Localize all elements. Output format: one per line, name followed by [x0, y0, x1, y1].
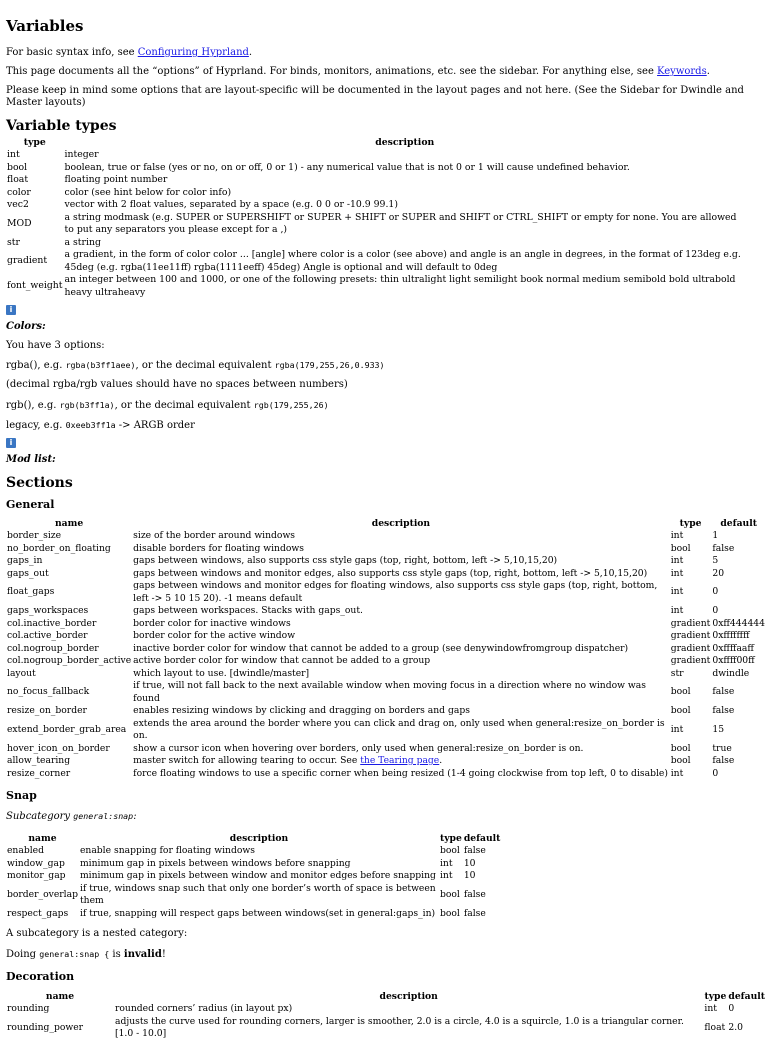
table-row [6, 174, 746, 187]
default-cell: false [463, 907, 486, 919]
name-cell: col.nogroup_border [7, 642, 99, 654]
tearing-page-link[interactable]: the Tearing page [360, 755, 440, 766]
table-row [6, 845, 501, 858]
decoration-heading: Decoration [6, 970, 75, 983]
table-row [6, 668, 766, 681]
default-cell: false [463, 845, 486, 856]
name-cell: border_size [7, 530, 62, 541]
description-cell: gaps between windows and monitor edges, also supports css style gaps (top, right, bottom, left -> 5,10,15,20) [133, 567, 648, 579]
column-header-type: type [704, 991, 727, 1002]
type-cell: int [670, 567, 684, 579]
description-cell: rounded corners’ radius (in layout px) [115, 1003, 293, 1014]
type-cell: int [439, 870, 453, 881]
description-cell: a string [64, 236, 101, 248]
description-cell: color (see hint below for color info) [64, 186, 232, 198]
default-cell: 0xffff00ff [712, 655, 755, 666]
column-header-name: name [28, 833, 57, 844]
table-row [6, 630, 766, 643]
description-cell: a string modmask (e.g. SUPER or SUPERSHIFT or SUPER + SHIFT or SUPER and SHIFT or CTRL_SHIFT or empty for none. You are allowed to put any separators you please except for a ,) [64, 211, 737, 235]
type-cell: gradient [670, 642, 711, 654]
invalid-syntax-note: Doing general:snap { is invalid! [6, 949, 166, 960]
variable-types-body [6, 149, 746, 299]
description-cell: disable borders for floating windows [133, 542, 304, 554]
description-cell: force floating windows to use a specific corner when being resized (1-4 going clockwise from top left, 0 to disable) [133, 767, 668, 779]
column-header-type: type [679, 518, 702, 529]
name-cell: gaps_in [7, 555, 43, 566]
table-row [6, 883, 501, 908]
snap-table [6, 833, 501, 920]
color-option-rgb: rgb(), e.g. rgb(b3ff1a), or the decimal equivalent rgb(179,255,26) [6, 400, 329, 411]
snap-body [6, 845, 501, 920]
table-row [6, 1016, 766, 1041]
general-heading: General [6, 498, 55, 511]
column-header-description: description [379, 991, 438, 1002]
default-cell: dwindle [712, 667, 750, 679]
name-cell: rounding_power [7, 1021, 84, 1033]
decoration-body [6, 1003, 766, 1041]
variable-types-table [6, 137, 746, 299]
table-row [6, 908, 501, 921]
description-cell: border color for the active window [133, 630, 296, 641]
info-icon[interactable]: i [6, 305, 16, 315]
name-cell: extend_border_grab_area [7, 723, 127, 735]
table-header-row [6, 991, 766, 1003]
description-cell: integer [64, 149, 99, 160]
color-option-legacy: legacy, e.g. 0xeeb3ff1a -> ARGB order [6, 420, 195, 431]
description-cell: a gradient, in the form of color color ... [angle] where color is a color (see above) and angle is an angle in degrees, in the format of 123deg e.g. 45deg (e.g. rgba(11ee11ff) rgba(1111eeff) 45deg) Angle is optional and will default to 0deg [64, 249, 741, 273]
column-header-default: default [728, 991, 765, 1002]
name-cell: resize_corner [7, 767, 71, 779]
table-row [6, 858, 501, 871]
table-row [6, 555, 766, 568]
keywords-link[interactable]: Keywords [657, 66, 707, 77]
type-cell: str [670, 667, 684, 679]
default-cell: 2.0 [728, 1021, 744, 1033]
description-cell: gaps between workspaces. Stacks with gaps_out. [133, 605, 363, 616]
configuring-hyprland-link[interactable]: Configuring Hyprland [137, 47, 249, 58]
type-cell: int [670, 530, 684, 541]
table-row [6, 605, 766, 618]
table-row [6, 743, 766, 756]
type-cell: bool [439, 845, 460, 856]
type-cell: bool [670, 686, 691, 698]
table-row [6, 1003, 766, 1016]
type-cell: gradient [670, 630, 711, 641]
type-cell: int [704, 1003, 717, 1014]
description-cell: gaps between windows and monitor edges for floating windows, also supports css style gaps (top, right, bottom, left -> 5 10 15 20). -1 means default [133, 580, 658, 604]
name-cell: window_gap [7, 857, 65, 869]
general-body [6, 530, 766, 780]
column-header-description: description [371, 518, 431, 529]
default-cell: 10 [463, 857, 476, 869]
default-cell: 5 [712, 555, 719, 566]
default-cell: false [712, 686, 735, 698]
name-cell: resize_on_border [7, 705, 87, 716]
name-cell: float_gaps [7, 586, 55, 598]
type-cell: bool [439, 907, 460, 919]
default-cell: 0xffffaaff [712, 642, 754, 654]
type-cell: color [7, 186, 31, 198]
name-cell: gaps_out [7, 567, 49, 579]
color-option-rgba: rgba(), e.g. rgba(b3ff1aee), or the decimal equivalent rgba(179,255,26,0.933) [6, 360, 385, 371]
type-cell: int [670, 555, 684, 566]
column-header-type: type [439, 833, 462, 844]
type-cell: MOD [7, 217, 32, 229]
name-cell: no_border_on_floating [7, 542, 111, 554]
description-cell: master switch for allowing tearing to occur. See the Tearing page. [133, 755, 443, 766]
description-cell: inactive border color for window that cannot be added to a group (see denywindowfromgroup dispatcher) [133, 642, 629, 654]
snap-heading: Snap [6, 789, 37, 802]
table-row [6, 655, 766, 668]
table-row [6, 274, 746, 299]
type-cell: bool [670, 755, 691, 766]
name-cell: hover_icon_on_border [7, 742, 110, 754]
name-cell: enabled [7, 845, 44, 856]
table-row [6, 643, 766, 656]
table-row [6, 580, 766, 605]
default-cell: false [712, 542, 735, 554]
type-cell: bool [7, 161, 28, 173]
name-cell: col.inactive_border [7, 617, 97, 629]
colors-intro: You have 3 options: [6, 340, 105, 351]
decoration-table [6, 991, 766, 1041]
column-header-description: description [229, 833, 289, 844]
description-cell: minimum gap in pixels between windows before snapping [79, 857, 351, 869]
default-cell: 0 [712, 605, 719, 616]
name-cell: allow_tearing [7, 755, 71, 766]
description-cell: if true, windows snap such that only one border’s worth of space is between them [79, 882, 436, 906]
table-row [6, 249, 746, 274]
default-cell: false [712, 755, 735, 766]
name-cell: rounding [7, 1003, 50, 1014]
default-cell: 1 [712, 530, 719, 541]
description-cell: size of the border around windows [133, 530, 296, 541]
default-cell: 0xff444444 [712, 617, 765, 629]
description-cell: enable snapping for floating windows [79, 845, 255, 856]
default-cell: false [463, 888, 486, 900]
default-cell: 0 [712, 767, 719, 779]
table-header-row [6, 518, 766, 530]
type-cell: float [704, 1021, 726, 1033]
description-cell: if true, will not fall back to the next available window when moving focus in a direction where no window was found [133, 680, 646, 704]
description-cell: border color for inactive windows [133, 617, 291, 629]
column-header-name: name [45, 991, 75, 1002]
intro-paragraph-2: This page documents all the “options” of Hyprland. For binds, monitors, animations, etc. see the sidebar. For anything else, see Keywords. [6, 66, 710, 77]
default-cell: 20 [712, 567, 725, 579]
description-cell: vector with 2 float values, separated by a space (e.g. 0 0 or -10.9 99.1) [64, 199, 398, 210]
type-cell: font_weight [7, 280, 63, 292]
type-cell: int [439, 857, 453, 869]
table-row [6, 718, 766, 743]
column-header-type: type [23, 137, 46, 148]
description-cell: floating point number [64, 174, 168, 185]
column-header-name: name [54, 518, 84, 529]
default-cell: true [712, 742, 732, 754]
mod-list-hint [6, 437, 762, 448]
default-cell: 15 [712, 723, 725, 735]
default-cell: 10 [463, 870, 476, 881]
intro-paragraph-1: For basic syntax info, see Configuring Hyprland. [6, 47, 253, 58]
name-cell: border_overlap [7, 888, 78, 900]
type-cell: int [670, 723, 684, 735]
table-row [6, 870, 501, 883]
type-cell: int [670, 767, 684, 779]
type-cell: gradient [670, 655, 711, 666]
type-cell: bool [670, 742, 691, 754]
table-header-row [6, 833, 501, 845]
nested-category-note: A subcategory is a nested category: [6, 928, 188, 939]
name-cell: no_focus_fallback [7, 686, 90, 698]
variable-types-heading: Variable types [6, 118, 117, 134]
column-header-default: default [720, 518, 757, 529]
description-cell: enables resizing windows by clicking and dragging on borders and gaps [133, 705, 470, 716]
snap-subcategory: Subcategory general:snap: [6, 811, 137, 822]
type-cell: gradient [7, 255, 48, 267]
table-row [6, 755, 766, 768]
table-row [6, 237, 746, 250]
table-row [6, 768, 766, 781]
column-header-default: default [463, 833, 501, 844]
table-row [6, 162, 746, 175]
type-cell: str [7, 236, 20, 248]
colors-heading: Colors: [6, 321, 46, 332]
info-icon[interactable]: i [6, 438, 16, 448]
table-row [6, 618, 766, 631]
table-row [6, 187, 746, 200]
description-cell: adjusts the curve used for rounding corners, larger is smoother, 2.0 is a circle, 4.0 is a squircle, 1.0 is a triangular corner. [1.0 - 10.0] [115, 1015, 684, 1039]
name-cell: col.nogroup_border_active [7, 655, 132, 666]
sections-heading: Sections [6, 475, 73, 491]
name-cell: col.active_border [7, 630, 88, 641]
table-row [6, 705, 766, 718]
table-row [6, 568, 766, 581]
name-cell: layout [7, 667, 36, 679]
description-cell: if true, snapping will respect gaps between windows(set in general:gaps_in) [79, 907, 436, 919]
column-header-description: description [375, 137, 435, 148]
type-cell: bool [439, 888, 460, 900]
type-cell: bool [670, 705, 691, 716]
description-cell: boolean, true or false (yes or no, on or off, 0 or 1) - any numerical value that is not 0 or 1 will cause undefined behavior. [64, 161, 630, 173]
table-row [6, 149, 746, 162]
type-cell: bool [670, 542, 691, 554]
intro-paragraph-3: Please keep in mind some options that are layout-specific will be documented in the layout pages and not here. (See the Sidebar for Dwindle and Master layouts) [6, 85, 744, 108]
description-cell: extends the area around the border where you can click and drag on, only used when general:resize_on_border is on. [133, 717, 665, 741]
page-title: Variables [6, 17, 84, 35]
description-cell: an integer between 100 and 1000, or one of the following presets: thin ultralight light semilight book normal medium semibold bold ultrabold heavy ultraheavy [64, 274, 736, 298]
mod-list-heading: Mod list: [6, 454, 56, 465]
type-cell: int [7, 149, 20, 160]
type-cell: int [670, 586, 684, 598]
description-cell: active border color for window that cannot be added to a group [133, 655, 431, 666]
name-cell: gaps_workspaces [7, 605, 89, 616]
table-row [6, 680, 766, 705]
colors-hint [6, 304, 762, 315]
table-header-row [6, 137, 746, 149]
description-cell: minimum gap in pixels between window and monitor edges before snapping [79, 870, 436, 881]
name-cell: monitor_gap [7, 870, 66, 881]
color-option-rgba-note: (decimal rgba/rgb values should have no spaces between numbers) [6, 379, 348, 390]
default-cell: 0 [712, 586, 719, 598]
type-cell: vec2 [7, 199, 29, 210]
default-cell: 0xffffffff [712, 630, 750, 641]
description-cell: gaps between windows, also supports css style gaps (top, right, bottom, left -> 5,10,15,20) [133, 555, 558, 566]
type-cell: int [670, 605, 684, 616]
table-row [6, 212, 746, 237]
type-cell: float [7, 174, 29, 185]
name-cell: respect_gaps [7, 907, 69, 919]
type-cell: gradient [670, 617, 711, 629]
table-row [6, 543, 766, 556]
default-cell: false [712, 705, 735, 716]
description-cell: which layout to use. [dwindle/master] [133, 667, 310, 679]
table-row [6, 199, 746, 212]
table-row [6, 530, 766, 543]
default-cell: 0 [728, 1003, 735, 1014]
description-cell: show a cursor icon when hovering over borders, only used when general:resize_on_border is on. [133, 742, 584, 754]
general-table [6, 518, 766, 780]
